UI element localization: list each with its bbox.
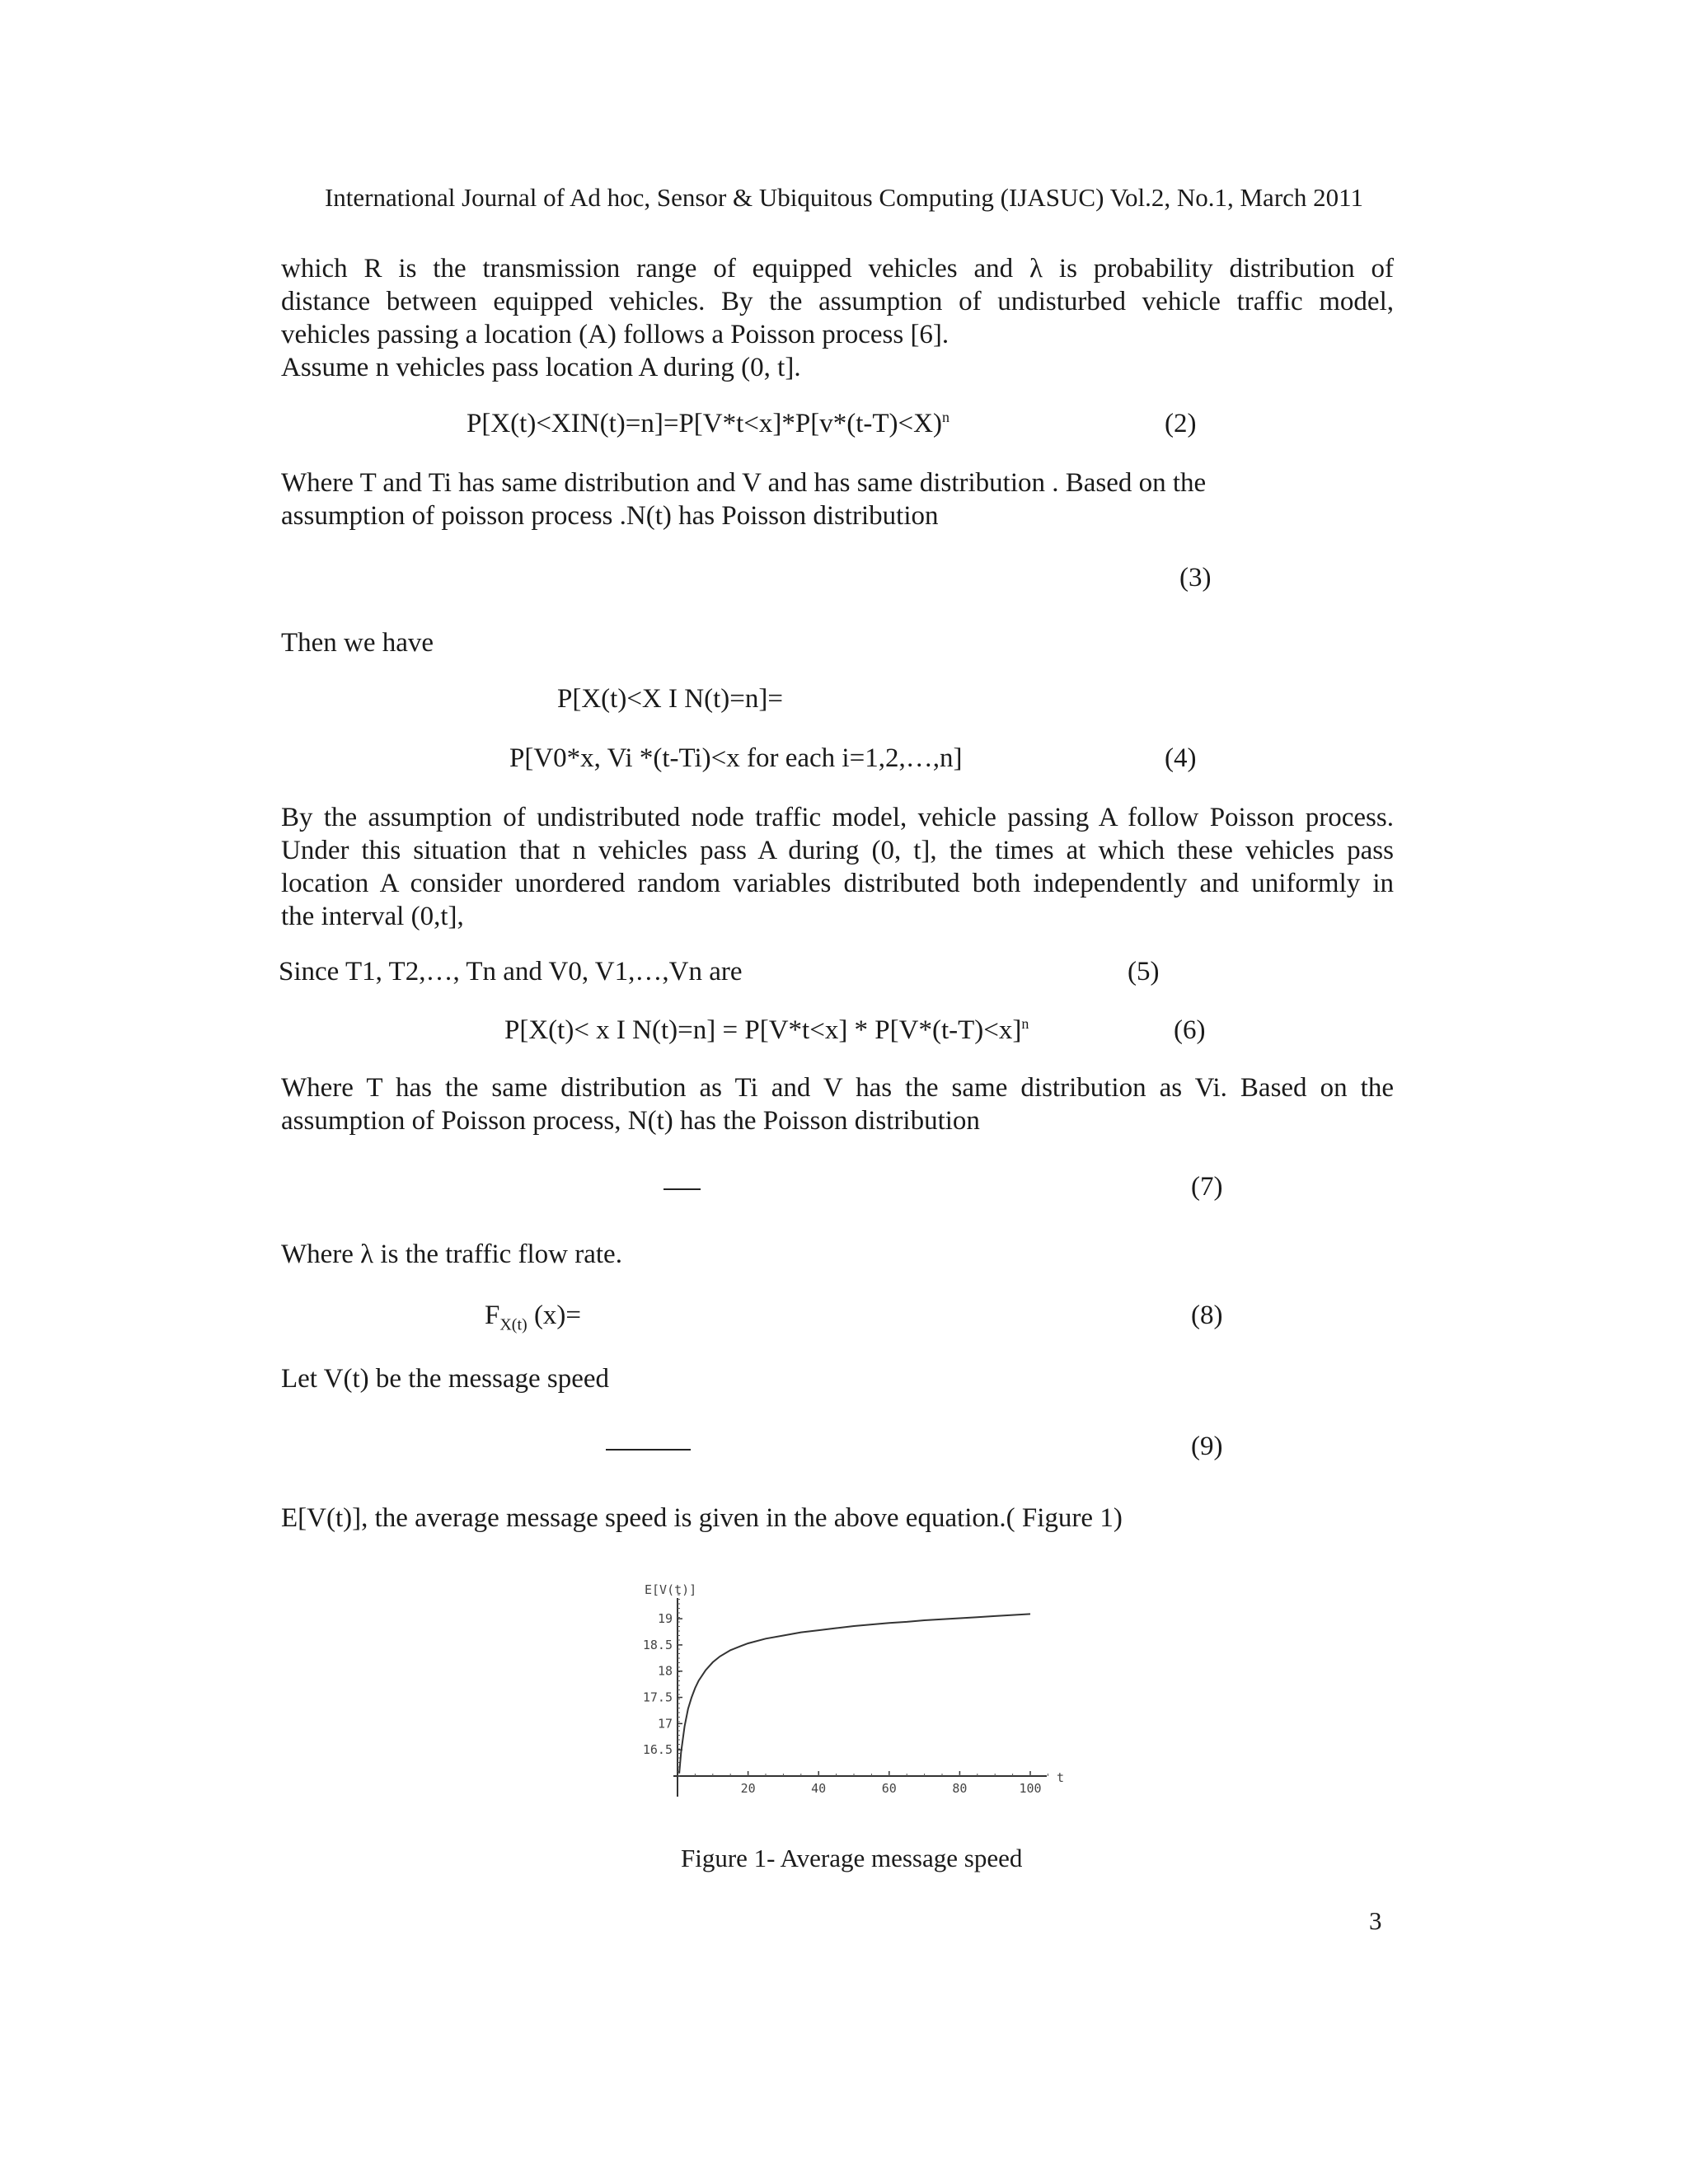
equation-superscript: n xyxy=(941,409,950,425)
y-tick-label: 19 xyxy=(657,1611,673,1627)
equation-2 xyxy=(467,409,950,439)
equation-number-6: (6) xyxy=(1174,1015,1206,1045)
y-tick-label: 17 xyxy=(657,1716,673,1732)
equation-number-7: (7) xyxy=(1191,1172,1223,1202)
y-tick-label: 16.5 xyxy=(642,1742,673,1758)
equation-4-line-2: P[V0*x, Vi *(t-Ti)<x for each i=1,2,…,n] xyxy=(509,743,963,773)
equation-superscript: n xyxy=(1021,1015,1029,1032)
paragraph-2 xyxy=(281,466,1394,532)
text-line: Under this situation that n vehicles pass A during (0, t], the times at which these vehicles pass xyxy=(281,836,1394,865)
equation-text: (x)= xyxy=(527,1301,582,1330)
paragraph-7: Let V(t) be the message speed xyxy=(281,1364,609,1394)
paragraph-8: E[V(t)], the average message speed is given in the above equation.( Figure 1) xyxy=(281,1503,1123,1533)
figure-caption: Figure 1- Average message speed xyxy=(681,1844,1023,1872)
x-ticks xyxy=(695,1771,1048,1796)
text-line: By the assumption of undistributed node traffic model, vehicle passing A follow Poisson process. xyxy=(281,803,1394,832)
paragraph-1 xyxy=(281,252,1394,318)
y-axis-label: E[V(t)] xyxy=(645,1582,697,1597)
figure-1-chart xyxy=(635,1578,1080,1817)
equation-number-5: (5) xyxy=(1128,957,1160,987)
series-line xyxy=(679,1614,1030,1773)
paragraph-4 xyxy=(281,801,1394,900)
equation-5: Since T1, T2,…, Tn and V0, V1,…,Vn are xyxy=(279,957,743,987)
page-number: 3 xyxy=(1369,1906,1382,1935)
equation-text: P[X(t)<XIN(t)=n]=P[V*t<x]*P[v*(t-T)<X) xyxy=(467,409,942,438)
text-line: Assume n vehicles pass location A during (0, t]. xyxy=(281,353,801,382)
equation-number-2: (2) xyxy=(1165,409,1197,438)
x-tick-label: 20 xyxy=(740,1781,756,1796)
equation-text: P[X(t)< x I N(t)=n] = P[V*t<x] * P[V*(t-T)<x] xyxy=(504,1015,1022,1045)
y-tick-label: 18 xyxy=(657,1663,673,1679)
x-tick-label: 80 xyxy=(952,1781,968,1796)
paragraph-4-tail: the interval (0,t], xyxy=(281,902,464,931)
equation-6 xyxy=(504,1015,1029,1046)
equation-4-line-1: P[X(t)<X I N(t)=n]= xyxy=(557,684,783,714)
text-line: Where T and Ti has same distribution and V and has same distribution . Based on the xyxy=(281,468,1207,498)
x-tick-label: 100 xyxy=(1019,1781,1042,1796)
text-line: which R is the transmission range of equipped vehicles and λ is probability distribution of xyxy=(281,254,1394,284)
equation-number-8: (8) xyxy=(1191,1301,1223,1330)
equation-text: F xyxy=(485,1301,500,1330)
fraction-bar xyxy=(606,1449,691,1451)
equation-number-4: (4) xyxy=(1165,743,1197,773)
equation-8 xyxy=(485,1301,582,1334)
paragraph-6: Where λ is the traffic flow rate. xyxy=(281,1240,622,1269)
y-tick-label: 17.5 xyxy=(642,1690,673,1705)
y-ticks xyxy=(643,1595,682,1776)
equation-number-3: (3) xyxy=(1179,563,1212,593)
paragraph-5 xyxy=(281,1071,1394,1104)
paragraph-3: Then we have xyxy=(281,628,434,658)
paragraph-1-tail xyxy=(281,318,1394,384)
text-line: vehicles passing a location (A) follows a Poisson process [6]. xyxy=(281,320,950,349)
text-line: distance between equipped vehicles. By the assumption of undisturbed vehicle traffic model, xyxy=(281,287,1394,316)
fraction-bar xyxy=(663,1188,701,1190)
text-line: Where T has the same distribution as Ti and V has the same distribution as Vi. Based on the xyxy=(281,1073,1394,1103)
y-tick-label: 18.5 xyxy=(642,1637,673,1652)
text-line: assumption of poisson process .N(t) has Poisson distribution xyxy=(281,501,939,531)
x-tick-label: 40 xyxy=(811,1781,827,1796)
text-line: location A consider unordered random variables distributed both independently and uniformly in xyxy=(281,869,1394,898)
paragraph-5-tail: assumption of Poisson process, N(t) has the Poisson distribution xyxy=(281,1106,980,1136)
equation-subscript: X(t) xyxy=(499,1315,528,1334)
equation-number-9: (9) xyxy=(1191,1432,1223,1461)
x-axis-label: t xyxy=(1057,1770,1065,1785)
journal-header: International Journal of Ad hoc, Sensor & Ubiquitous Computing (IJASUC) Vol.2, No.1, March 2011 xyxy=(324,183,1363,212)
x-tick-label: 60 xyxy=(881,1781,897,1796)
